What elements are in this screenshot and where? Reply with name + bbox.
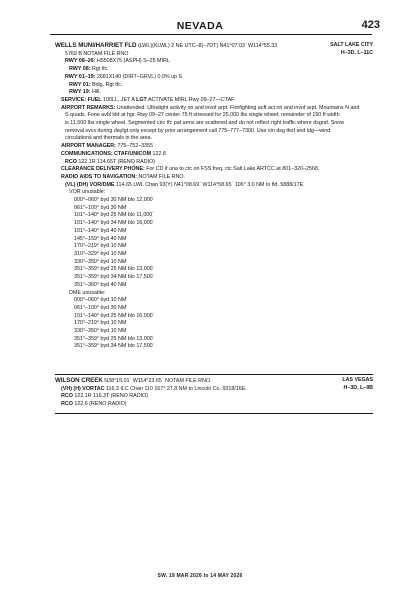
unusable-sector: 145°–159° byd 40 NM <box>74 235 127 242</box>
unusable-sector: 000°–060° byd 10 NM <box>74 297 127 304</box>
unusable-sector: 330°–350° byd 10 NM <box>74 258 127 265</box>
unusable-sector: 101°–140° byd 25 NM blo 16,000´ <box>74 312 155 319</box>
communications: COMMUNICATIONS: CTAF/UNICOM 122.8 <box>61 150 166 157</box>
remarks-line: removal svcs during daylgt only except by prior arrangement call 775–777–7300. Use ctn dsg tkof and ldg—wind <box>65 127 331 134</box>
unusable-sector: 351°–360° byd 40 NM <box>74 281 127 288</box>
unusable-sector: 351°–359° byd 25 NM blo 13,000´ <box>74 335 155 342</box>
runway-08-26: RWY 08–26: H5508X75 (ASPH) S–25 MIRL <box>65 58 170 65</box>
page-header <box>0 0 400 44</box>
rco-line: RCO 122.6 (RENO RADIO) <box>61 401 127 408</box>
navaid-position: N38°15.01´ W114°23.65´ NOTAM FILE RNO. <box>104 378 212 384</box>
navaid-entry-wilson-creek <box>55 377 373 409</box>
state-title: NEVADA <box>176 20 224 32</box>
unusable-sector: 061°–100° byd 30 NM <box>74 204 127 211</box>
unusable-sector: 170°–219° byd 10 NM <box>74 320 127 327</box>
chart-codes: H–3D, L–11C <box>340 49 373 56</box>
entry-separator <box>55 374 373 375</box>
elevation-line: 5769 B NOTAM FILE RNO <box>65 50 129 57</box>
remarks-line: is 11,500 lbs single wheel. Segmented circ tfc pat arms are scattered and do not reflect right traffic where dsgnd. Snow <box>65 120 345 127</box>
remarks-line: S quads. Fone avbl ldd at hgr. Rwy 09–27 center 75 ft stressed for 25,000 lbs single wheel; remainder of 150 ft width <box>65 112 340 119</box>
vor-unusable-label: VOR unusable: <box>69 189 106 196</box>
unusable-sector: 351°–359° byd 34 NM blo 17,500´ <box>74 343 155 350</box>
vortac-line: (VH) (H) VORTAC 116.3 ILC Chan 110 167° 27.8 NM to Lincoln Co. 9318/16E. <box>61 385 247 392</box>
sectional-name: SALT LAKE CITY <box>330 42 373 48</box>
airport-remarks: AIRPORT REMARKS: Unattended. Ultralight activity on and invof arpt. Firefighting acft act on and invof arpt. Mountains N and <box>61 104 360 111</box>
airport-title-line <box>55 42 373 51</box>
header-rule <box>50 34 372 35</box>
airport-manager: AIRPORT MANAGER: 775–752–3355 <box>61 143 154 150</box>
effective-dates-footer: SW, 19 MAR 2026 to 14 MAY 2026 <box>157 573 243 579</box>
unusable-sector: 000°–060° byd 30 NM blo 12,000´ <box>74 197 155 204</box>
dme-unusable-label: DME unusable: <box>69 289 106 296</box>
runway-01-19: RWY 01–19: 2681X140 (DIRT–GRVL) 0.9% up S <box>65 73 183 80</box>
rco-line: RCO 122.1R 114.65T (RENO RADIO) <box>65 158 155 165</box>
entry-separator <box>55 413 373 414</box>
airport-entry-wells <box>55 42 373 351</box>
vor-dme-line: (VL) (DH) VOR/DME 114.65 LWL Chan 93(Y) N41°08.69´ W114°58.65´ 106° 3.0 NM to fld. 5888/17E. <box>65 181 305 188</box>
unusable-sector: 351°–359° byd 25 NM blo 13,000´ <box>74 266 155 273</box>
airport-id-info: (LWL)(KLWL) 2 NE UTC–8(–7DT) N41°07.03´ W114°55.33´ <box>137 43 279 49</box>
runway-08-remark: RWY 08: Rgt tfc. <box>69 66 109 73</box>
unusable-sector: 101°–140° byd 34 NM blo 16,000´ <box>74 220 155 227</box>
unusable-sector: 101°–140° byd 25 NM blo 11,000´ <box>74 212 155 219</box>
airport-name: WELLS MUNI/HARRIET FLD <box>55 42 137 49</box>
unusable-sector: 310°–329° byd 10 NM <box>74 250 127 257</box>
sectional-name: LAS VEGAS <box>342 377 373 383</box>
unusable-sector: 351°–359° byd 34 NM blo 17,500´ <box>74 274 155 281</box>
unusable-sector: 170°–219° byd 10 NM <box>74 243 127 250</box>
navaid-title-line <box>55 377 373 386</box>
page-number: 423 <box>361 19 380 31</box>
clearance-delivery: CLEARANCE DELIVERY PHONE: For CD if una to ctc on FSS freq, ctc Salt Lake ARTCC at 801–320–2568. <box>61 166 320 173</box>
dme-unusable-list <box>55 297 373 351</box>
remarks-line: circulations and thermals in the area. <box>65 135 152 142</box>
unusable-sector: 101°–140° byd 40 NM <box>74 227 127 234</box>
service-line: SERVICE: FUEL 100LL, JET A LGT ACTIVATE MIRL Rwy 09–27—CTAF. <box>61 96 236 103</box>
unusable-sector: 330°–350° byd 10 NM <box>74 328 127 335</box>
runway-01-remark: RWY 01: Bldg. Rgt tfc. <box>69 81 123 88</box>
chart-codes: H–3D, L–9B <box>343 384 373 391</box>
vor-unusable-list <box>55 197 373 289</box>
unusable-sector: 061°–100° byd 30 NM <box>74 304 127 311</box>
navaid-name: WILSON CREEK <box>55 377 103 384</box>
rco-line: RCO 122.1R 116.3T (RENO RADIO) <box>61 393 148 400</box>
radio-aids: RADIO AIDS TO NAVIGATION: NOTAM FILE RNO. <box>61 173 185 180</box>
runway-19-remark: RWY 19: Hill. <box>69 89 101 96</box>
